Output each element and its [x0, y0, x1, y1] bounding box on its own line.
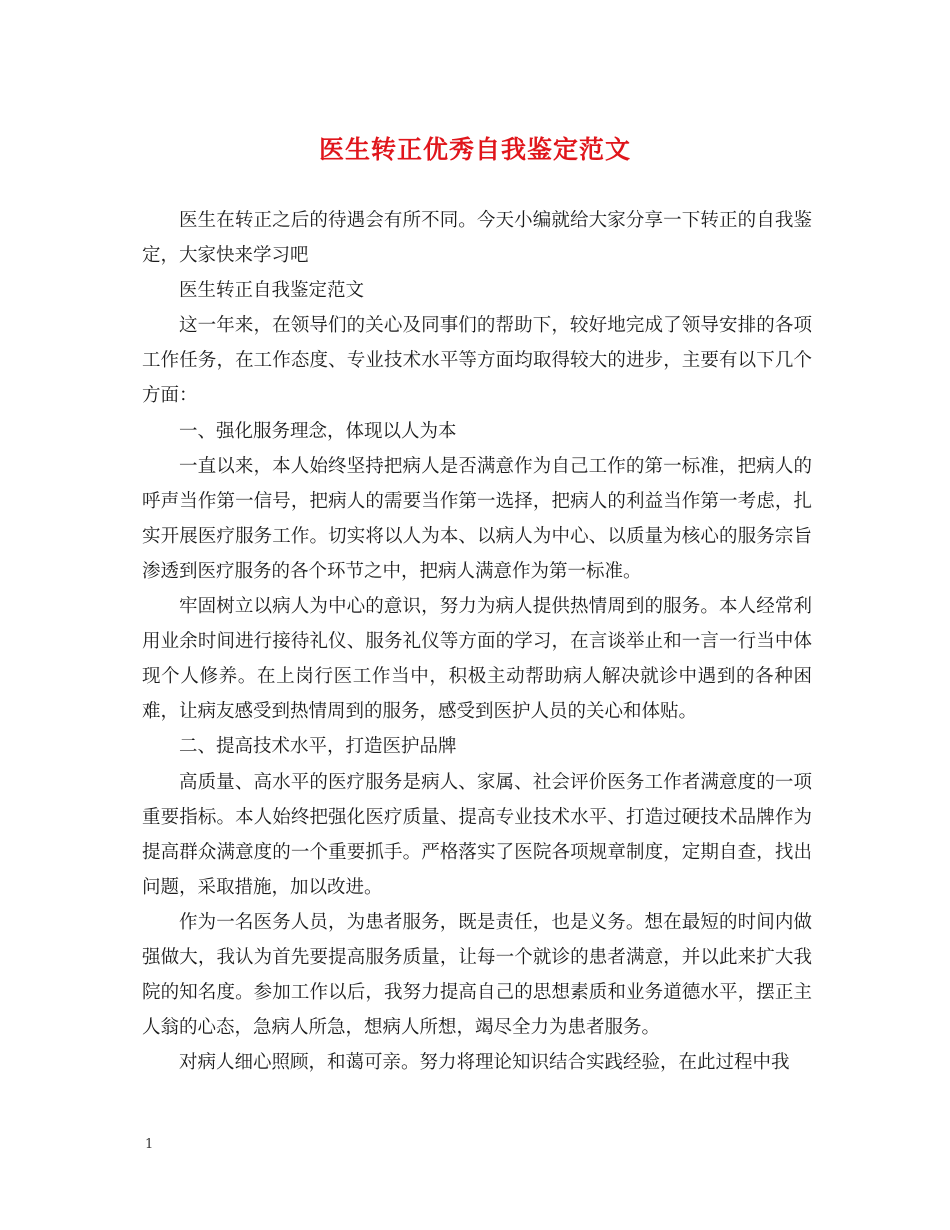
paragraph-section1-b: 牢固树立以病人为中心的意识，努力为病人提供热情周到的服务。本人经常利用业余时间进行接待礼仪、服务礼仪等方面的学习，在言谈举止和一言一行当中体现个人修养。在上岗行医工作当中，积极主动帮助病人解决就诊中遇到的各种困难，让病友感受到热情周到的服务，感受到医护人员的关心和体贴。	[142, 596, 812, 723]
section-heading-2: 二、提高技术水平，打造医护品牌	[179, 736, 457, 758]
paragraph-section2-c: 对病人细心照顾，和蔼可亲。努力将理论知识结合实践经验，在此过程中我	[179, 1052, 790, 1074]
page-number: 1	[145, 1137, 154, 1152]
paragraph-overview: 这一年来，在领导们的关心及同事们的帮助下，较好地完成了领导安排的各项工作任务，在工作态度、专业技术水平等方面均取得较大的进步，主要有以下几个方面：	[142, 315, 812, 407]
document-body	[142, 203, 812, 1080]
paragraph-subtitle: 医生转正自我鉴定范文	[179, 280, 365, 302]
section-heading-1: 一、强化服务理念，体现以人为本	[179, 420, 457, 442]
paragraph-section1-a: 一直以来，本人始终坚持把病人是否满意作为自己工作的第一标准，把病人的呼声当作第一信号，把病人的需要当作第一选择，把病人的利益当作第一考虑，扎实开展医疗服务工作。切实将以人为本、以病人为中心、以质量为核心的服务宗旨渗透到医疗服务的各个环节之中，把病人满意作为第一标准。	[142, 455, 812, 582]
document-title: 医生转正优秀自我鉴定范文	[318, 135, 631, 164]
paragraph-section2-b: 作为一名医务人员，为患者服务，既是责任，也是义务。想在最短的时间内做强做大，我认为首先要提高服务质量，让每一个就诊的患者满意，并以此来扩大我院的知名度。参加工作以后，我努力提高自己的思想素质和业务道德水平，摆正主人翁的心态，急病人所急，想病人所想，竭尽全力为患者服务。	[142, 911, 812, 1039]
paragraph-intro: 医生在转正之后的待遇会有所不同。今天小编就给大家分享一下转正的自我鉴定，大家快来学习吧	[142, 210, 812, 267]
paragraph-section2-a: 高质量、高水平的医疗服务是病人、家属、社会评价医务工作者满意度的一项重要指标。本人始终把强化医疗质量、提高专业技术水平、打造过硬技术品牌作为提高群众满意度的一个重要抓手。严格落实了医院各项规章制度，定期自查，找出问题，采取措施，加以改进。	[142, 771, 812, 898]
